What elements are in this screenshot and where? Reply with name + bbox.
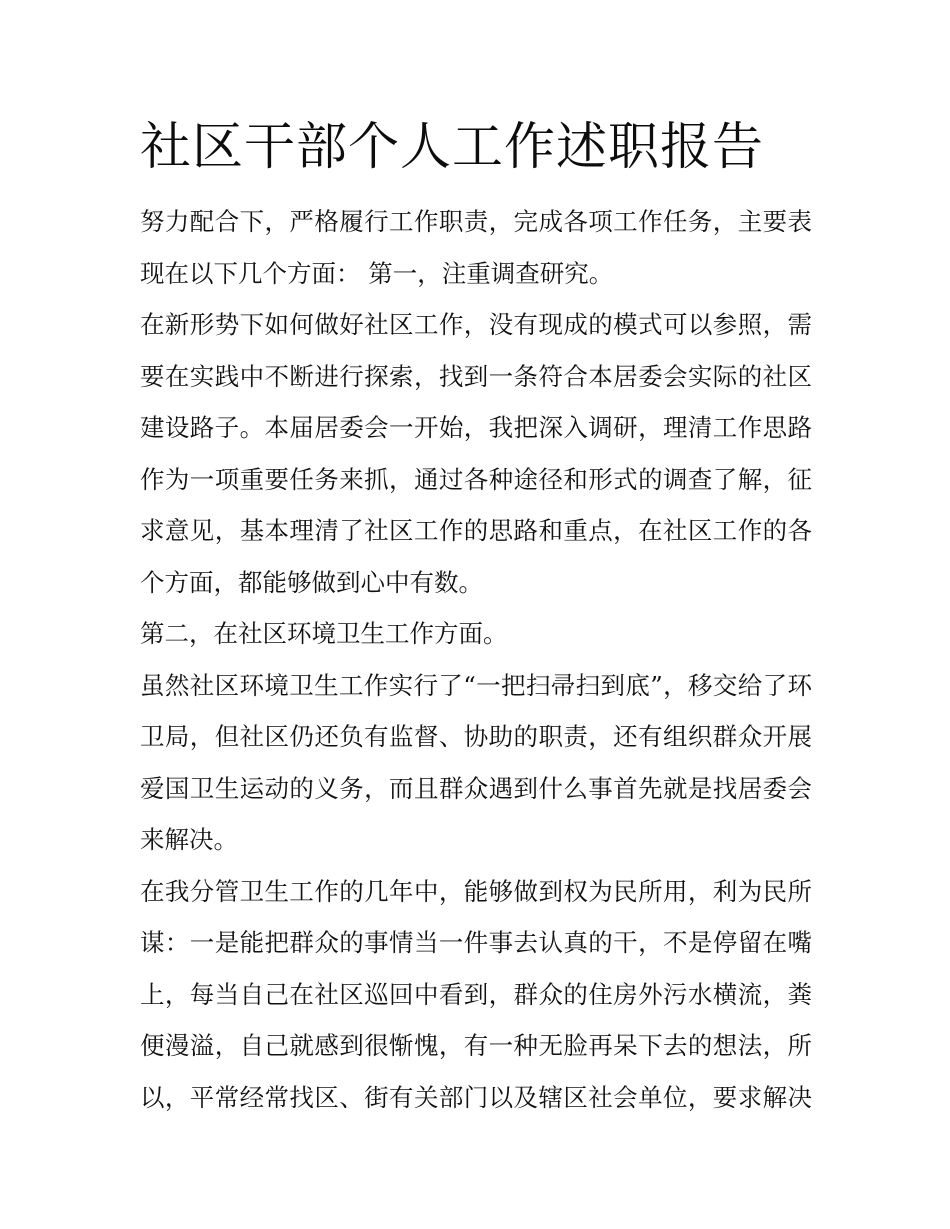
document-body xyxy=(140,196,812,1123)
text-line: 以，平常经常找区、街有关部门以及辖区社会单位，要求解决 xyxy=(140,1082,812,1112)
text-line: 要在实践中不断进行探索，找到一条符合本居委会实际的社区 xyxy=(140,361,812,391)
text-line: 虽然社区环境卫生工作实行了“一把扫帚扫到底”，移交给了环 xyxy=(140,670,812,700)
text-line: 在新形势下如何做好社区工作，没有现成的模式可以参照，需 xyxy=(140,310,812,339)
text-line: 求意见，基本理清了社区工作的思路和重点，在社区工作的各 xyxy=(140,516,812,545)
text-line: 个方面，都能够做到心中有数。 xyxy=(140,567,483,597)
text-line: 现在以下几个方面： 第一，注重调查研究。 xyxy=(140,258,614,288)
document-title: 社区干部个人工作述职报告 xyxy=(140,118,765,177)
text-line: 爱国卫生运动的义务，而且群众遇到什么事首先就是找居委会 xyxy=(140,773,812,803)
text-line: 谋：一是能把群众的事情当一件事去认真的干，不是停留在嘴 xyxy=(140,928,812,957)
text-line: 第二，在社区环境卫生工作方面。 xyxy=(140,619,508,648)
text-line: 来解决。 xyxy=(140,825,238,854)
text-line: 上，每当自己在社区巡回中看到，群众的住房外污水横流，粪 xyxy=(140,979,812,1009)
text-line: 在我分管卫生工作的几年中，能够做到权为民所用，利为民所 xyxy=(140,876,812,906)
text-line: 努力配合下，严格履行工作职责，完成各项工作任务，主要表 xyxy=(140,207,812,236)
text-line: 卫局，但社区仍还负有监督、协助的职责，还有组织群众开展 xyxy=(140,722,812,751)
text-line: 建设路子。本届居委会一开始，我把深入调研，理清工作思路 xyxy=(140,413,812,442)
text-line: 作为一项重要任务来抓，通过各种途径和形式的调查了解，征 xyxy=(140,464,812,494)
text-line: 便漫溢，自己就感到很惭愧，有一种无脸再呆下去的想法，所 xyxy=(140,1031,812,1060)
